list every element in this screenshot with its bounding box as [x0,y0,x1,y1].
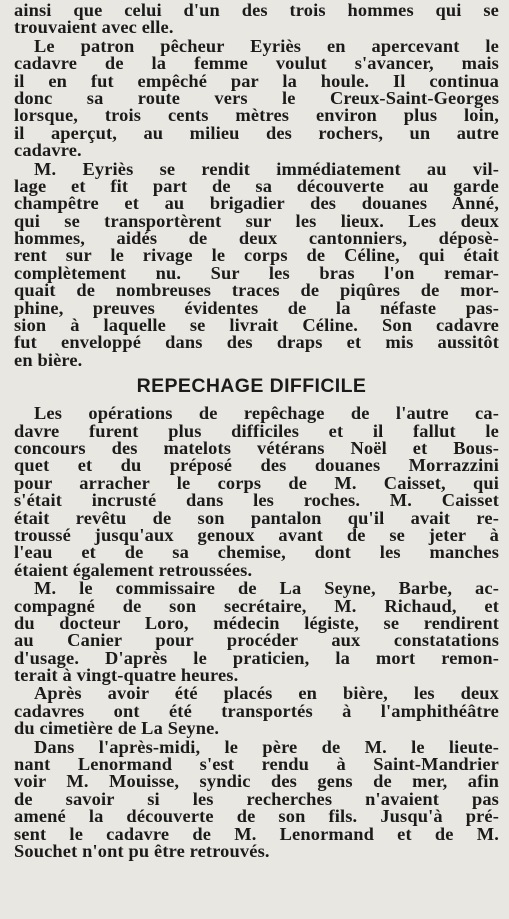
section-heading: REPECHAGE DIFFICILE [136,375,367,398]
text-line: il en fut empêché par la houle. Il continua [14,70,499,91]
text-line: compagné de son secrétaire, M. Richaud, et [14,595,499,616]
text-line: s'était incrusté dans les roches. M. Caisset [14,490,499,511]
text-line: phine, preuves évidentes de la néfaste pas- [14,297,499,318]
text-line: au Canier pour procéder aux constatations [14,630,499,651]
text-line: concours des matelots vétérans Noël et Bous- [14,437,499,458]
text-line: quait de nombreuses traces de piqûres de mor- [14,280,499,301]
paragraph-2 [14,35,499,161]
text-line: donc sa route vers le Creux-Saint-Georges [14,87,499,108]
text-line: Les opérations de repêchage de l'autre ca- [34,403,499,424]
paragraph-4 [14,405,499,579]
text-line: cadavre de la femme voulut s'avancer, mais [14,53,499,74]
text-line: ainsi que celui d'un des trois hommes qui se [14,0,499,20]
text-line: cadavres ont été transportés à l'amphithéâtre [14,700,499,721]
text-line: terait à vingt-quatre heures. [14,665,239,686]
paragraph-5 [14,580,499,684]
text-line: voir M. Mouisse, syndic des gens de mer, afin [14,771,499,792]
paragraph-3 [14,158,499,370]
text-line: trouvaient avec elle. [14,17,174,38]
text-line: il aperçut, au milieu des rochers, un autre [14,122,499,143]
text-line: qui se transportèrent sur les lieux. Les deux [14,210,499,231]
text-line: cadavre. [14,140,82,161]
text-line: sent le cadavre de M. Lenormand et de M. [14,823,499,844]
text-line: lage et fit part de sa découverte au garde [14,175,499,196]
article-column [14,2,499,860]
text-line: amené la découverte de son fils. Jusqu'à pré- [14,806,499,827]
text-line: champêtre et au brigadier des douanes Anné, [14,193,499,214]
text-line: troussé jusqu'aux genoux avant de se jeter à [14,524,499,545]
text-line: du cimetière de La Seyne. [14,718,220,739]
text-line: quet et du préposé des douanes Morrazzini [14,455,499,476]
paragraph-7 [14,736,499,861]
text-line: pour arracher le corps de M. Caisset, qui [14,472,499,493]
text-line: était revêtu de son pantalon qu'il avait re- [14,507,499,528]
text-line: lorsque, trois cents mètres environ plus loin, [14,105,499,126]
text-line: sion à laquelle se livrait Céline. Son cadavre [14,315,499,336]
text-line: Souchet n'ont pu être retrouvés. [14,840,270,861]
text-line: de savoir si les recherches n'avaient pas [14,788,499,809]
text-line: hommes, aidés de deux cantonniers, déposè- [14,228,499,249]
text-line: nant Lenormand s'est rendu à Saint-Mandrier [14,754,499,775]
text-line: l'eau et de sa chemise, dont les manches [14,542,499,563]
text-line: en bière. [14,349,83,370]
text-line: étaient également retroussées. [14,559,253,580]
text-line: complètement nu. Sur les bras l'on remar- [14,262,499,283]
text-line: du docteur Loro, médecin légiste, se rendirent [14,612,499,633]
text-line: d'usage. D'après le praticien, la mort remon- [14,647,499,668]
text-line: fut enveloppé dans des draps et mis aussitôt [14,332,499,353]
text-line: Après avoir été placés en bière, les deux [34,683,499,704]
paragraph-6 [14,685,499,737]
text-line: rent sur le rivage le corps de Céline, qui était [14,245,499,266]
text-line: davre furent plus difficiles et il fallut le [14,420,499,441]
text-line: Le patron pêcheur Eyriès en apercevant le [34,35,499,56]
paragraph-1 [14,2,499,37]
text-line: Dans l'après-midi, le père de M. le lieute- [34,736,499,757]
text-line: M. le commissaire de La Seyne, Barbe, ac- [34,578,499,599]
text-line: M. Eyriès se rendit immédiatement au vil- [34,158,499,179]
